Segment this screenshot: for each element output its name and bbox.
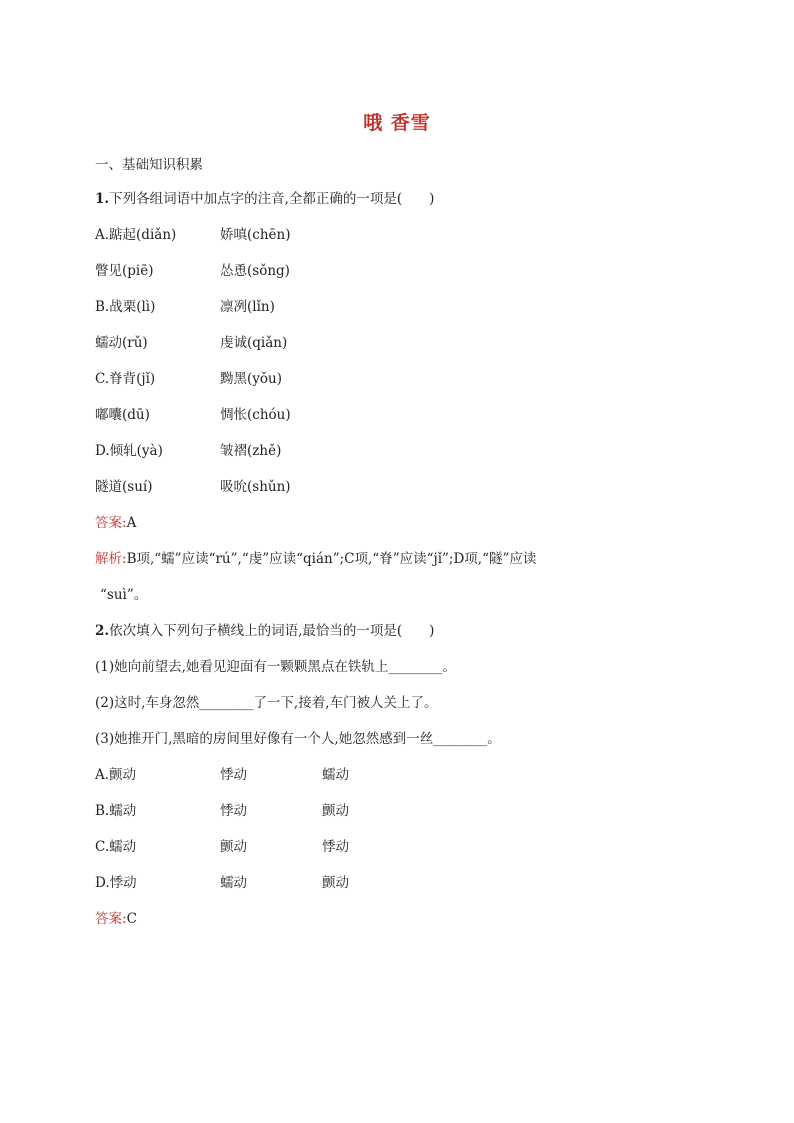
q1-option-cell: 瞥见(piē) [95,263,154,279]
answer-value: A [126,515,137,531]
question-1-stem [95,189,434,209]
question-text: 下列各组词语中加点字的注音,全都正确的一项是( ) [109,191,435,207]
q2-option-cell: 悸动 [322,839,349,855]
q2-option-cell: 颤动 [322,875,349,891]
analysis-label: 解析: [95,551,127,567]
q2-option-cell: A.颤动 [95,767,137,783]
q1-analysis [95,549,536,569]
q1-option-cell: 惆怅(chóu) [220,407,291,423]
question-text: 依次填入下列句子横线上的词语,最恰当的一项是( ) [109,623,435,639]
answer-label: 答案: [95,911,127,927]
q2-answer [95,909,137,929]
q1-option-cell: 隧道(suí) [95,479,153,495]
q1-option-cell: 黝黑(yǒu) [220,371,282,387]
q2-sentence-1: (1)她向前望去,她看见迎面有一颗颗黑点在铁轨上________。 [95,659,456,675]
question-number: 2. [95,623,110,639]
q2-sentence-3: (3)她推开门,黑暗的房间里好像有一个人,她忽然感到一丝________。 [95,731,501,747]
q1-option-cell: C.脊背(jǐ) [95,371,156,387]
q1-option-cell: D.倾轧(yà) [95,443,163,459]
answer-value: C [126,911,137,927]
q1-option-cell: B.战栗(lì) [95,299,156,315]
q2-option-cell: D.悸动 [95,875,137,891]
q2-option-cell: 颤动 [220,839,247,855]
q1-option-cell: A.踮起(diǎn) [95,227,177,243]
q2-sentence-2: (2)这时,车身忽然________了一下,接着,车门被人关上了。 [95,695,438,711]
answer-label: 答案: [95,515,127,531]
section-heading: 一、基础知识积累 [95,157,203,173]
q1-option-cell: 蠕动(rǔ) [95,335,148,351]
q1-answer [95,513,136,533]
q1-option-cell: 怂恿(sǒng) [220,263,290,279]
question-number: 1. [95,191,110,207]
q2-option-cell: C.蠕动 [95,839,137,855]
q2-option-cell: B.蠕动 [95,803,137,819]
q1-analysis-continued: “suì”。 [100,587,148,603]
q2-option-cell: 悸动 [220,803,247,819]
q2-option-cell: 蠕动 [220,875,247,891]
question-2-stem [95,621,434,641]
analysis-text: B项,“蠕”应读“rú”,“虔”应读“qián”;C项,“脊”应读“jǐ”;D项,“隧”应读 [126,551,537,567]
q1-option-cell: 吸吮(shǔn) [220,479,291,495]
q1-option-cell: 皱褶(zhě) [220,443,282,459]
q1-option-cell: 虔诚(qiǎn) [220,335,288,351]
q2-option-cell: 悸动 [220,767,247,783]
q1-option-cell: 娇嗔(chēn) [220,227,291,243]
q2-option-cell: 蠕动 [322,767,349,783]
page-title: 哦 香雪 [363,112,431,134]
q1-option-cell: 凛冽(lǐn) [220,299,275,315]
q2-option-cell: 颤动 [322,803,349,819]
q1-option-cell: 嘟囔(dū) [95,407,150,423]
